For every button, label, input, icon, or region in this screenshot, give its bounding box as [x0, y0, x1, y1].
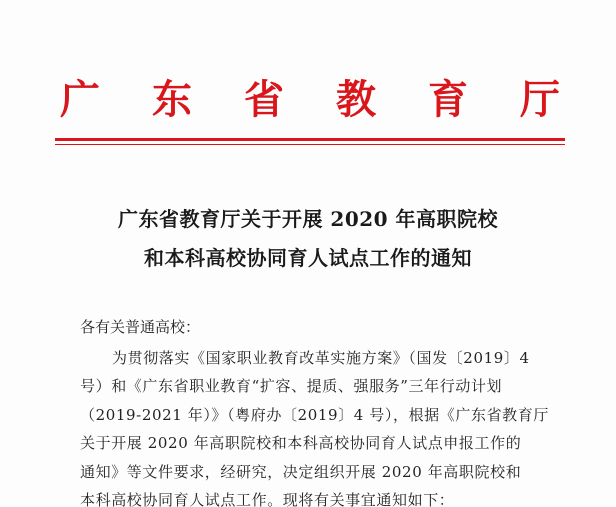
- body-line: 号）和《广东省职业教育“扩容、提质、强服务”三年行动计划: [80, 377, 503, 395]
- salutation: 各有关普通高校：: [80, 318, 201, 336]
- body-line: 为贯彻落实《国家职业教育改革实施方案》（国发〔2019〕4: [112, 349, 530, 367]
- letterhead-rule-thick: [55, 138, 565, 141]
- letterhead-rule-thin: [55, 144, 565, 145]
- body-line: 通知》等文件要求，经研究，决定组织开展 2020 年高职院校和: [80, 463, 522, 481]
- letterhead: [60, 76, 560, 123]
- letterhead-char: 厅: [520, 76, 560, 123]
- document-title-line-1: 广东省教育厅关于开展 2020 年高职院校: [117, 207, 499, 231]
- body-line: 关于开展 2020 年高职院校和本科高校协同育人试点申报工作的: [80, 434, 522, 452]
- letterhead-char: 东: [152, 76, 192, 123]
- letterhead-char: 省: [244, 76, 284, 123]
- letterhead-char: 教: [336, 76, 376, 123]
- document-title-line-2: 和本科高校协同育人试点工作的通知: [144, 246, 472, 270]
- body-line: 本科高校协同育人试点工作。现将有关事宜通知如下：: [80, 491, 455, 507]
- letterhead-char: 广: [60, 76, 100, 123]
- letterhead-char: 育: [428, 76, 468, 123]
- body-line: （2019-2021 年）》（粤府办〔2019〕4 号），根据《广东省教育厅: [80, 406, 549, 424]
